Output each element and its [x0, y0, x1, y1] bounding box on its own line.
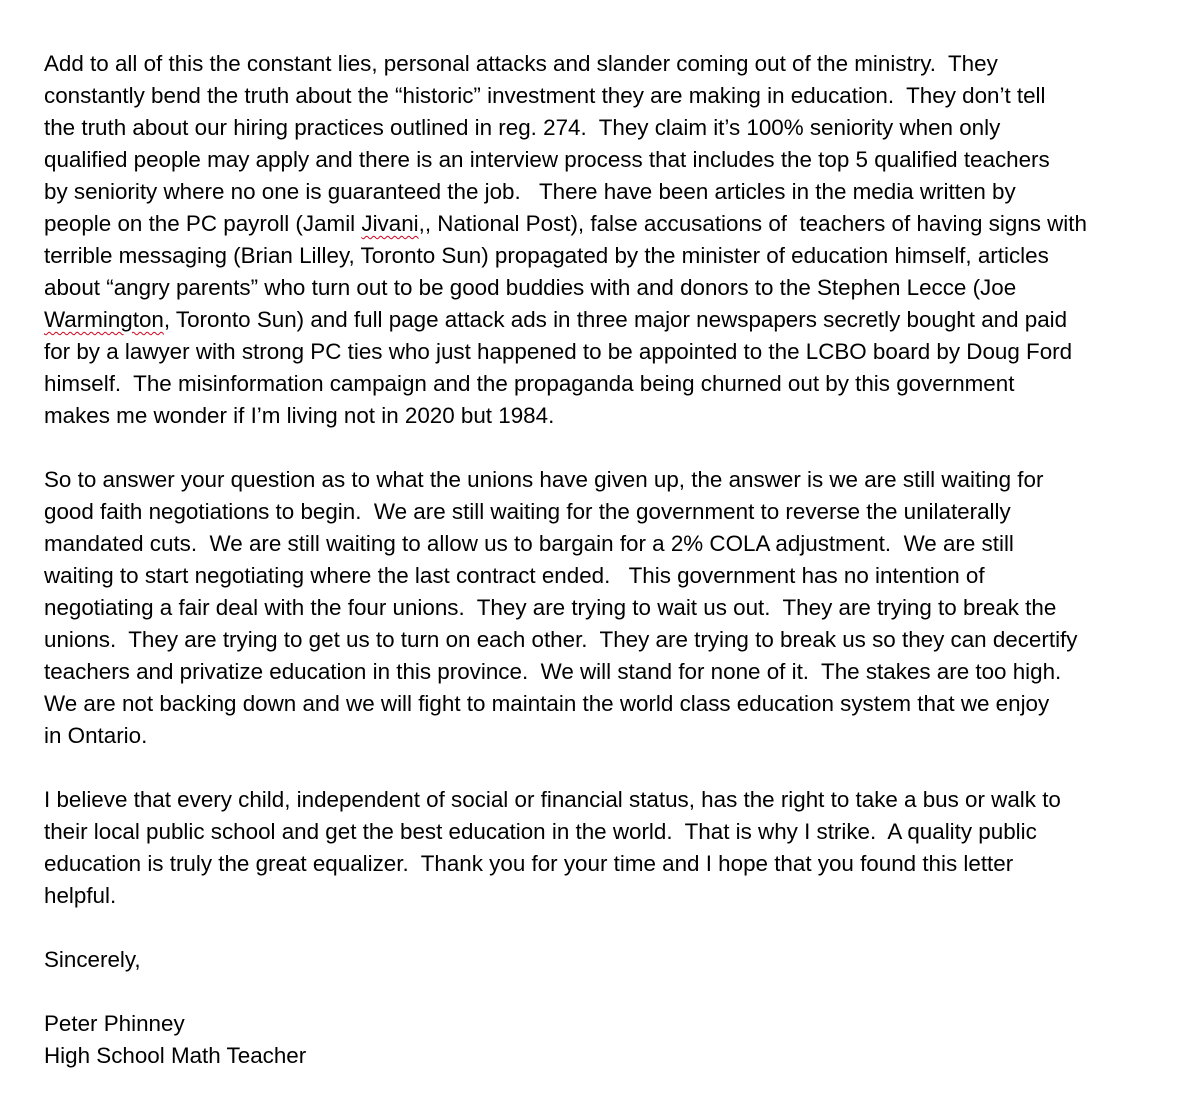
text-line: waiting to start negotiating where the last contract ended. This government has no intention of [44, 563, 985, 588]
text-line: himself. The misinformation campaign and the propaganda being churned out by this government [44, 371, 1015, 396]
text-line: their local public school and get the best education in the world. That is why I strike. A quality public [44, 819, 1037, 844]
text-line: So to answer your question as to what the unions have given up, the answer is we are still waiting for [44, 467, 1044, 492]
signature-block [44, 1008, 1184, 1072]
closing-salutation [44, 944, 1184, 976]
signer-name: Peter Phinney [44, 1011, 185, 1036]
signer-title: High School Math Teacher [44, 1043, 307, 1068]
text-line: mandated cuts. We are still waiting to allow us to bargain for a 2% COLA adjustment. We are still [44, 531, 1014, 556]
letter-page [44, 48, 1184, 1072]
text-line: the truth about our hiring practices outlined in reg. 274. They claim it’s 100% seniority when only [44, 115, 1001, 140]
text-line: education is truly the great equalizer. Thank you for your time and I hope that you found this letter [44, 851, 1014, 876]
text-segment: ,, National Post), false accusations of teachers of having signs with [418, 211, 1087, 236]
misspelled-word: Jivani [361, 211, 419, 236]
text-line: negotiating a fair deal with the four unions. They are trying to wait us out. They are trying to break the [44, 595, 1057, 620]
text-line: unions. They are trying to get us to turn on each other. They are trying to break us so they can decertify [44, 627, 1078, 652]
text-line: qualified people may apply and there is an interview process that includes the top 5 qualified teachers [44, 147, 1050, 172]
text-line: Add to all of this the constant lies, personal attacks and slander coming out of the ministry. They [44, 51, 998, 76]
text-line: in Ontario. [44, 723, 148, 748]
text-segment: people on the PC payroll (Jamil [44, 211, 362, 236]
text-line: terrible messaging (Brian Lilley, Toronto Sun) propagated by the minister of education himself, articles [44, 243, 1049, 268]
misspelled-word: Warmington [44, 307, 164, 332]
text-line: We are not backing down and we will fight to maintain the world class education system that we enjoy [44, 691, 1050, 716]
text-line [44, 304, 1184, 336]
text-line: good faith negotiations to begin. We are still waiting for the government to reverse the unilaterally [44, 499, 1011, 524]
text-line: makes me wonder if I’m living not in 2020 but 1984. [44, 403, 555, 428]
text-line: about “angry parents” who turn out to be good buddies with and donors to the Stephen Lecce (Joe [44, 275, 1017, 300]
paragraph-public-education [44, 784, 1184, 912]
text-line: helpful. [44, 883, 117, 908]
text-line: constantly bend the truth about the “historic” investment they are making in education. They don’t tell [44, 83, 1046, 108]
text-line: teachers and privatize education in this province. We will stand for none of it. The stakes are too high. [44, 659, 1062, 684]
text-line: I believe that every child, independent of social or financial status, has the right to take a bus or walk to [44, 787, 1061, 812]
text-segment: , Toronto Sun) and full page attack ads in three major newspapers secretly bought and paid [163, 307, 1068, 332]
paragraph-ministry-criticism [44, 48, 1184, 432]
text-line [44, 208, 1184, 240]
text-line: for by a lawyer with strong PC ties who just happened to be appointed to the LCBO board by Doug Ford [44, 339, 1073, 364]
text-line: by seniority where no one is guaranteed the job. There have been articles in the media written by [44, 179, 1016, 204]
paragraph-unions-waiting [44, 464, 1184, 752]
closing-text: Sincerely, [44, 947, 141, 972]
